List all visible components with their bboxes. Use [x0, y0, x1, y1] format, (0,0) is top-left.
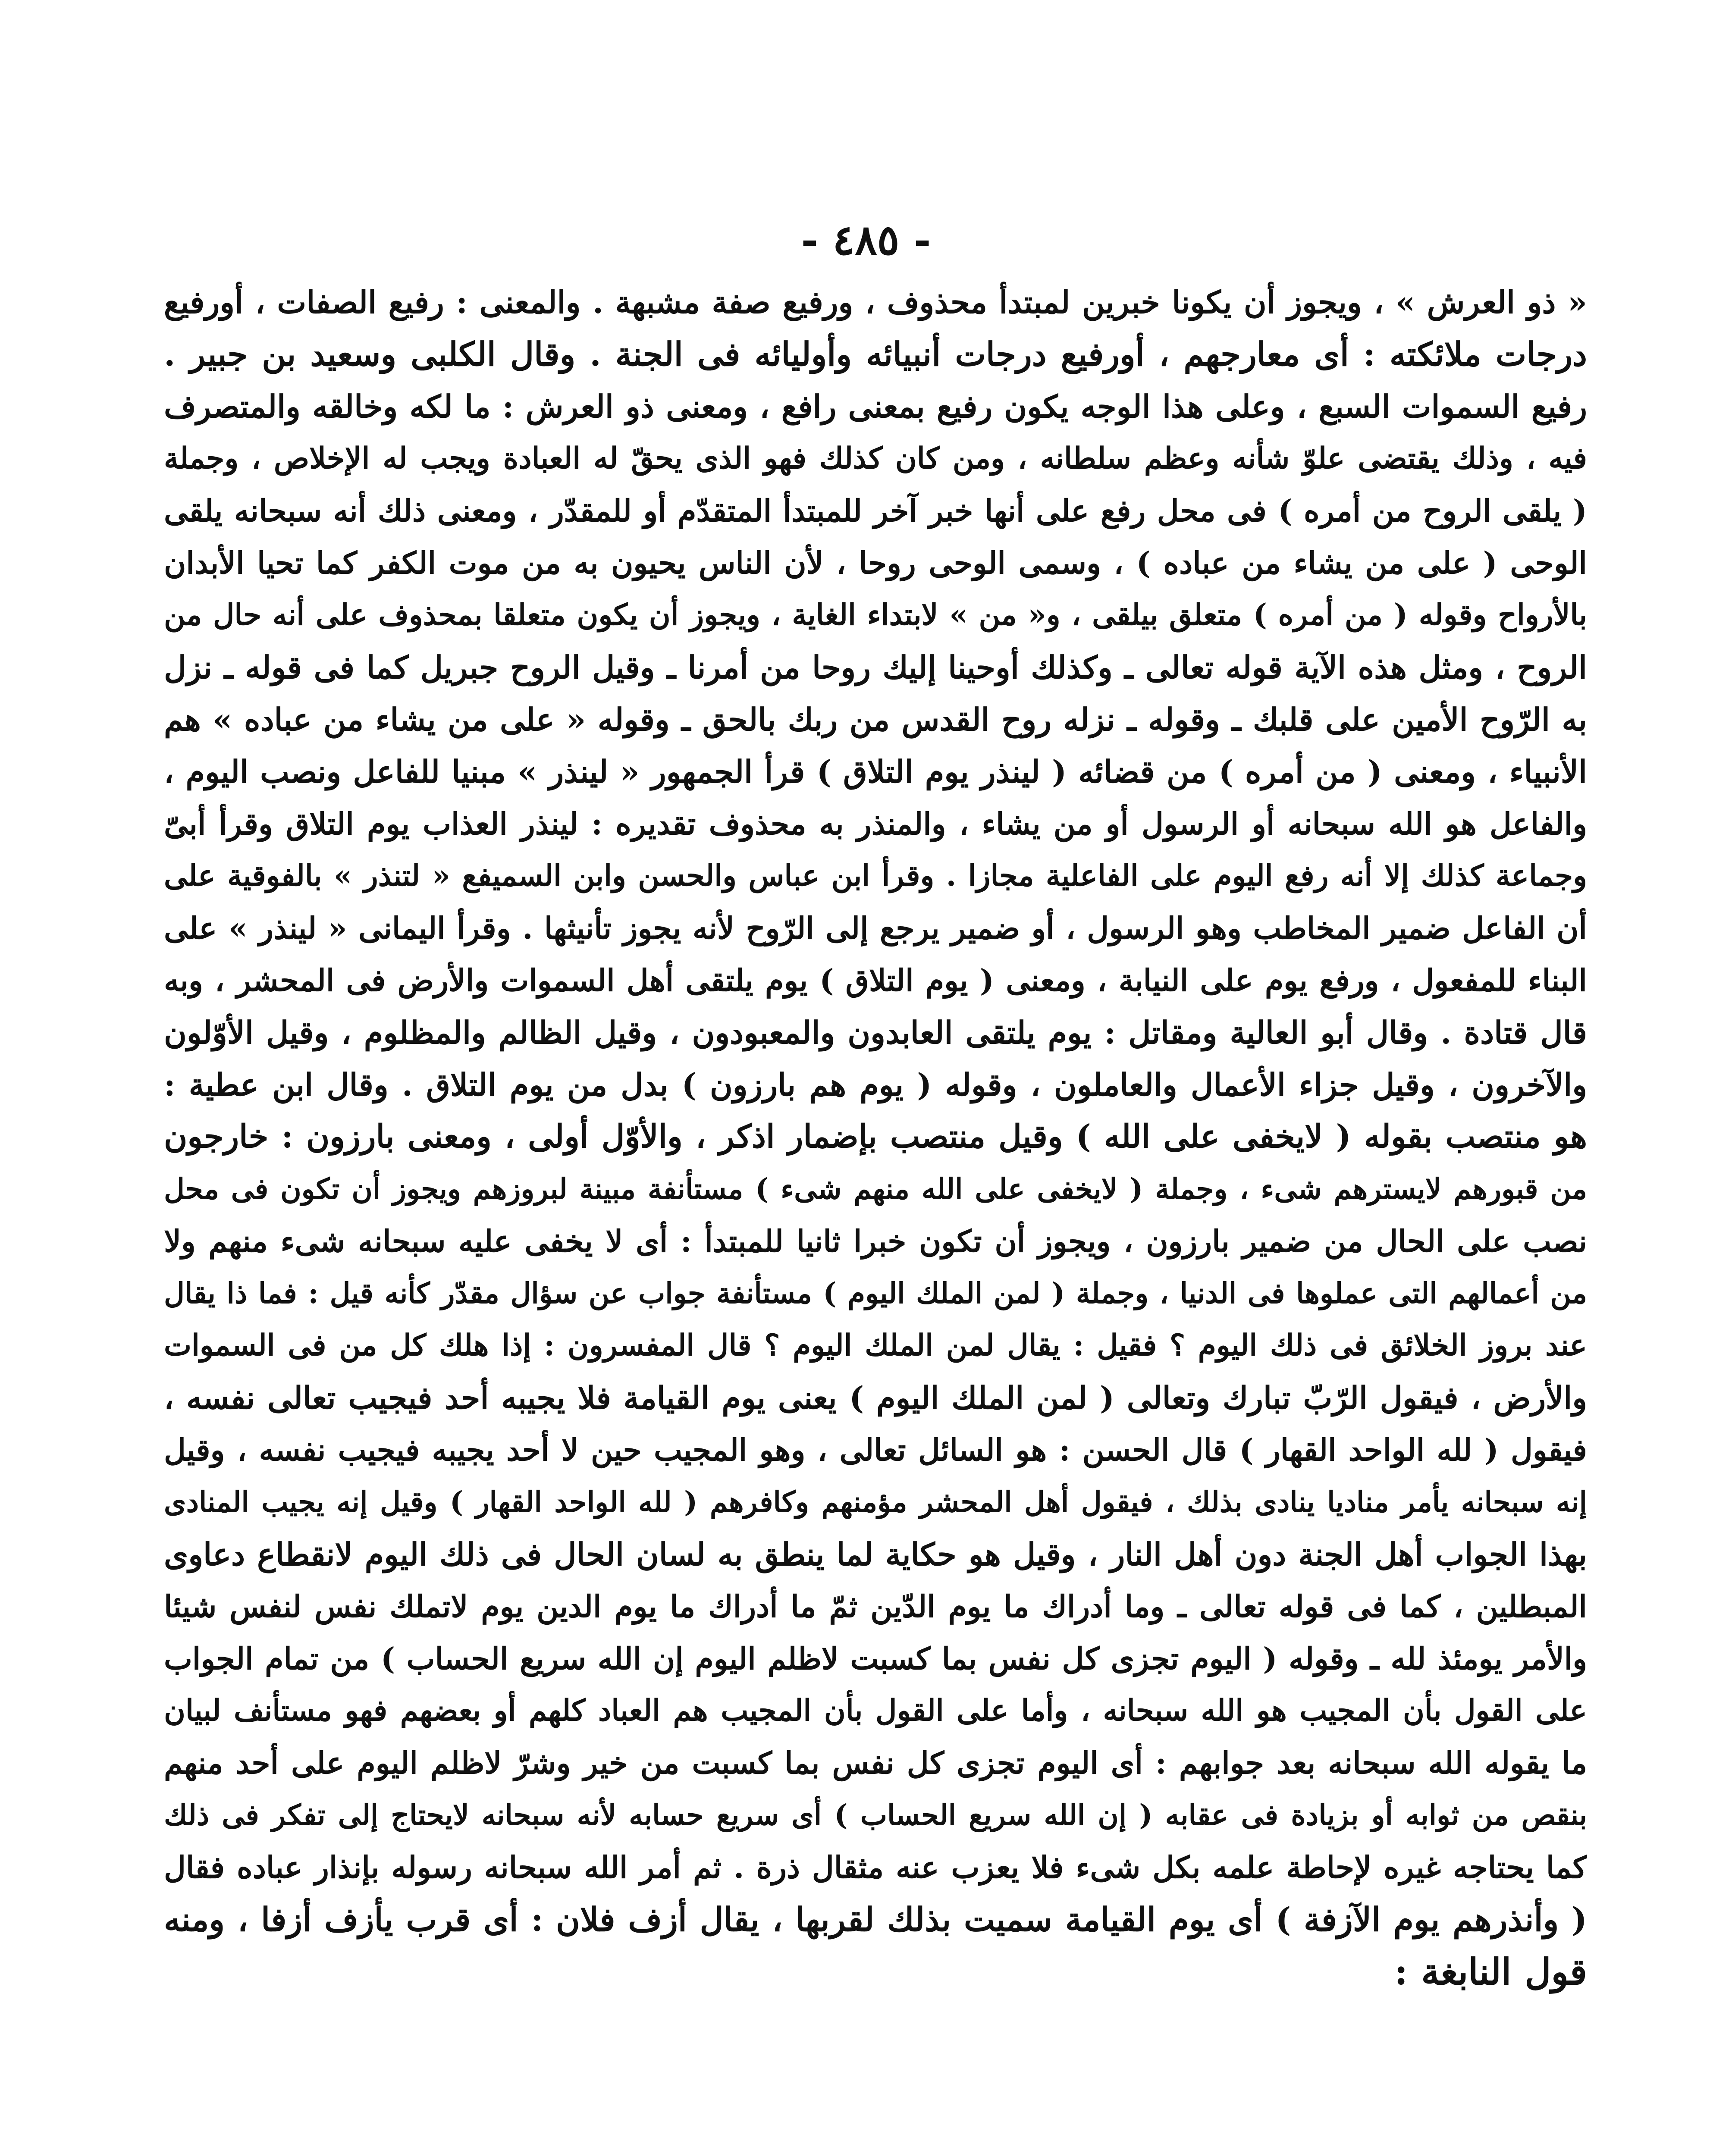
text-line: بالأرواح وقوله ( من أمره ) متعلق بيلقى ، و« من » لابتداء الغاية ، ويجوز أن يكون متعلقا بمحذوف على أنه حال من: [164, 598, 1587, 632]
text-line: فيه ، وذلك يقتضى علوّ شأنه وعظم سلطانه ، ومن كان كذلك فهو الذى يحقّ له العبادة ويجب له الإخلاص ، وجملة: [164, 441, 1587, 476]
text-line: من أعمالهم التى عملوها فى الدنيا ، وجملة ( لمن الملك اليوم ) مستأنفة جواب عن سؤال مقدّر كأنه قيل : فما ذا يقال: [164, 1276, 1587, 1310]
text-line: به الرّوح الأمين على قلبك ـ وقوله ـ نزله روح القدس من ربك بالحق ـ وقوله « على من يشاء من عباده » هم: [164, 701, 1587, 738]
page-number: - ٤٨٥ -: [801, 216, 931, 264]
text-line: بهذا الجواب أهل الجنة دون أهل النار ، وقيل هو حكاية لما ينطق به لسان الحال فى ذلك اليوم لانقطاع دعاوى: [164, 1536, 1587, 1573]
text-line: قال قتادة . وقال أبو العالية ومقاتل : يوم يلتقى العابدون والمعبودون ، وقيل الظالم والمظلوم ، وقيل الأوّلون: [164, 1014, 1587, 1051]
text-line: عند بروز الخلائق فى ذلك اليوم ؟ فقيل : يقال لمن الملك اليوم ؟ قال المفسرون : إذا هلك كل من فى السموات: [164, 1328, 1587, 1363]
text-line: درجات ملائكته : أى معارجهم ، أورفيع درجات أنبيائه وأوليائه فى الجنة . وقال الكلبى وسعيد بن جبير .: [164, 335, 1587, 373]
text-line: والفاعل هو الله سبحانه أو الرسول أو من يشاء ، والمنذر به محذوف تقديره : لينذر العذاب يوم التلاق وقرأ أبىّ: [164, 806, 1587, 842]
text-line: والآخرون ، وقيل جزاء الأعمال والعاملون ، وقوله ( يوم هم بارزون ) بدل من يوم التلاق . وقال ابن عطية :: [164, 1066, 1587, 1103]
text-line: ما يقوله الله سبحانه بعد جوابهم : أى اليوم تجزى كل نفس بما كسبت من خير وشرّ لاظلم اليوم على أحد منهم: [164, 1745, 1587, 1781]
text-line: نصب على الحال من ضمير بارزون ، ويجوز أن تكون خبرا ثانيا للمبتدأ : أى لا يخفى عليه سبحانه شىء منهم ولا: [164, 1223, 1587, 1259]
text-line: الأنبياء ، ومعنى ( من أمره ) من قضائه ( لينذر يوم التلاق ) قرأ الجمهور « لينذر » مبنيا للفاعل ونصب اليوم ،: [164, 753, 1587, 790]
text-line: فيقول ( لله الواحد القهار ) قال الحسن : هو السائل تعالى ، وهو المجيب حين لا أحد يجيبه فيجيب نفسه ، وقيل: [164, 1432, 1587, 1468]
text-line: الوحى ( على من يشاء من عباده ) ، وسمى الوحى روحا ، لأن الناس يحيون به من موت الكفر كما تحيا الأبدان: [164, 545, 1587, 581]
text-line: ( يلقى الروح من أمره ) فى محل رفع على أنها خبر آخر للمبتدأ المتقدّم أو للمقدّر ، ومعنى ذلك أنه سبحانه يلقى: [164, 493, 1587, 529]
text-line: من قبورهم لايسترهم شىء ، وجملة ( لايخفى على الله منهم شىء ) مستأنفة مبينة لبروزهم ويجوز أن تكون فى محل: [164, 1172, 1587, 1206]
text-line: والأمر يومئذ لله ـ وقوله ( اليوم تجزى كل نفس بما كسبت لاظلم اليوم إن الله سريع الحساب ) من تمام الجواب: [164, 1641, 1587, 1677]
text-line: هو منتصب بقوله ( لايخفى على الله ) وقيل منتصب بإضمار اذكر ، والأوّل أولى ، ومعنى بارزون : خارجون: [164, 1118, 1587, 1155]
body-text: [164, 276, 1587, 1998]
text-line: المبطلين ، كما فى قوله تعالى ـ وما أدراك ما يوم الدّين ثمّ ما أدراك ما يوم الدين يوم لاتملك نفس لنفس شيئا: [164, 1589, 1587, 1624]
text-line: البناء للمفعول ، ورفع يوم على النيابة ، ومعنى ( يوم التلاق ) يوم يلتقى أهل السموات والأرض فى المحشر ، وبه: [164, 962, 1587, 998]
text-line: أن الفاعل ضمير المخاطب وهو الرسول ، أو ضمير يرجع إلى الرّوح لأنه يجوز تأنيثها . وقرأ اليمانى « لينذر » على: [164, 910, 1587, 946]
text-line: على القول بأن المجيب هو الله سبحانه ، وأما على القول بأن المجيب هم العباد كلهم أو بعضهم فهو مستأنف لبيان: [164, 1693, 1587, 1728]
text-line: وجماعة كذلك إلا أنه رفع اليوم على الفاعلية مجازا . وقرأ ابن عباس والحسن وابن السميفع « لتنذر » بالفوقية على: [164, 859, 1587, 893]
text-line: رفيع السموات السبع ، وعلى هذا الوجه يكون رفيع بمعنى رافع ، ومعنى ذو العرش : ما لكه وخالقه والمتصرف: [164, 388, 1587, 425]
text-line: إنه سبحانه يأمر مناديا ينادى بذلك ، فيقول أهل المحشر مؤمنهم وكافرهم ( لله الواحد القهار ) وقيل إنه يجيب المنادى: [164, 1485, 1587, 1519]
text-line: « ذو العرش » ، ويجوز أن يكونا خبرين لمبتدأ محذوف ، ورفيع صفة مشبهة . والمعنى : رفيع الصفات ، أورفيع: [164, 284, 1587, 320]
text-line: كما يحتاجه غيره لإحاطة علمه بكل شىء فلا يعزب عنه مثقال ذرة . ثم أمر الله سبحانه رسوله بإنذار عباده فقال: [164, 1849, 1587, 1885]
text-line: الروح ، ومثل هذه الآية قوله تعالى ـ وكذلك أوحينا إليك روحا من أمرنا ـ وقيل الروح جبريل كما فى قوله ـ نزل: [164, 649, 1587, 686]
text-line: بنقص من ثوابه أو بزيادة فى عقابه ( إن الله سريع الحساب ) أى سريع حسابه لأنه سبحانه لايحتاج إلى تفكر فى ذلك: [164, 1798, 1587, 1832]
text-line: قول النابغة :: [1394, 1950, 1587, 1993]
text-line: ( وأنذرهم يوم الآزفة ) أى يوم القيامة سميت بذلك لقربها ، يقال أزف فلان : أى قرب يأزف أزفا ، ومنه: [164, 1900, 1587, 1939]
text-line: والأرض ، فيقول الرّبّ تبارك وتعالى ( لمن الملك اليوم ) يعنى يوم القيامة فلا يجيبه أحد فيجيب تعالى نفسه ،: [164, 1379, 1587, 1416]
